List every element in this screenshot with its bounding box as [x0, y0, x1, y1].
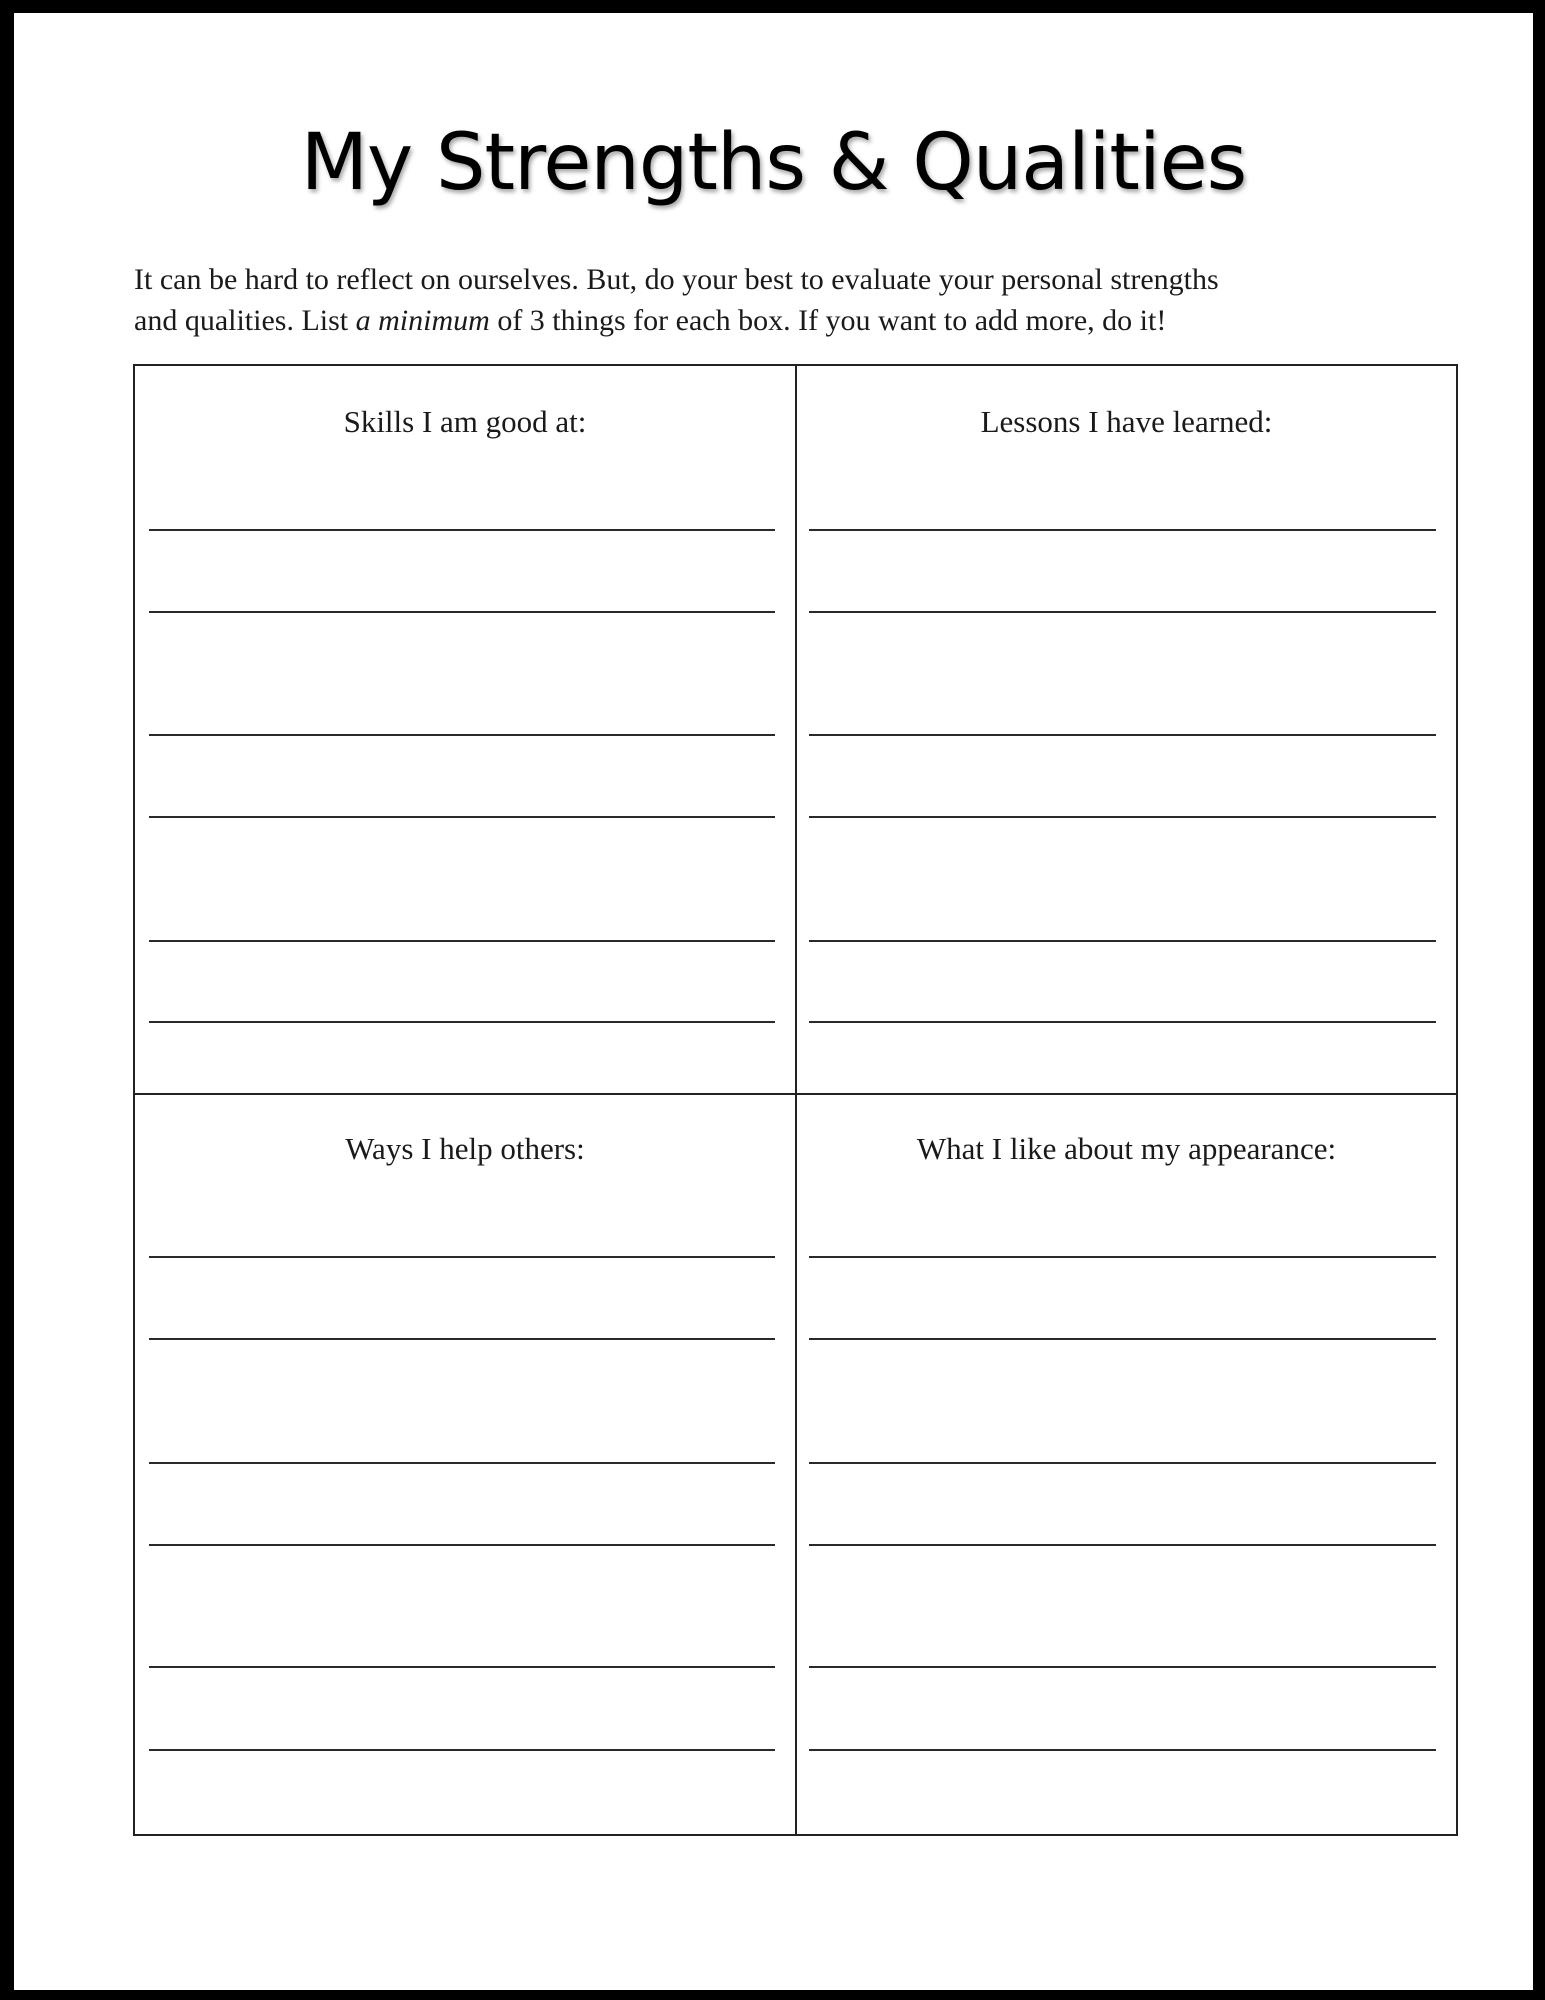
instructions-text: and qualities. List — [134, 304, 356, 337]
answer-line[interactable] — [809, 1544, 1436, 1546]
answer-line[interactable] — [809, 734, 1436, 736]
box-label: Ways I help others: — [345, 1131, 585, 1166]
answer-line[interactable] — [149, 1338, 775, 1340]
answer-line[interactable] — [809, 1749, 1436, 1751]
answer-line[interactable] — [149, 816, 775, 818]
box-skills — [135, 366, 795, 1093]
answer-line[interactable] — [149, 734, 775, 736]
answer-line[interactable] — [149, 1544, 775, 1546]
answer-line[interactable] — [809, 940, 1436, 942]
worksheet-page — [14, 13, 1533, 1990]
strengths-grid — [133, 364, 1458, 1836]
instructions-line-1: It can be hard to reflect on ourselves. But, do your best to evaluate your personal strengths — [134, 263, 1219, 296]
answer-line[interactable] — [809, 1256, 1436, 1258]
answer-line[interactable] — [149, 1666, 775, 1668]
answer-line[interactable] — [809, 816, 1436, 818]
box-label: Lessons I have learned: — [980, 404, 1273, 439]
answer-line[interactable] — [149, 940, 775, 942]
answer-line[interactable] — [809, 1462, 1436, 1464]
instructions-paragraph — [134, 259, 1464, 341]
box-helping-others — [135, 1095, 795, 1834]
answer-line[interactable] — [149, 1749, 775, 1751]
answer-line[interactable] — [149, 529, 775, 531]
page-title: My Strengths & Qualities — [300, 118, 1247, 208]
answer-line[interactable] — [149, 1462, 775, 1464]
box-lessons — [797, 366, 1456, 1093]
answer-line[interactable] — [809, 529, 1436, 531]
answer-line[interactable] — [149, 611, 775, 613]
answer-line[interactable] — [809, 1338, 1436, 1340]
answer-line[interactable] — [809, 611, 1436, 613]
instructions-line-2 — [134, 300, 1464, 341]
box-label: Skills I am good at: — [343, 404, 587, 439]
box-appearance — [797, 1095, 1456, 1834]
instructions-text: of 3 things for each box. If you want to add more, do it! — [489, 304, 1167, 337]
answer-line[interactable] — [149, 1021, 775, 1023]
box-label: What I like about my appearance: — [916, 1131, 1337, 1166]
answer-line[interactable] — [809, 1666, 1436, 1668]
answer-line[interactable] — [809, 1021, 1436, 1023]
answer-line[interactable] — [149, 1256, 775, 1258]
instructions-emphasis: a minimum — [355, 304, 490, 337]
